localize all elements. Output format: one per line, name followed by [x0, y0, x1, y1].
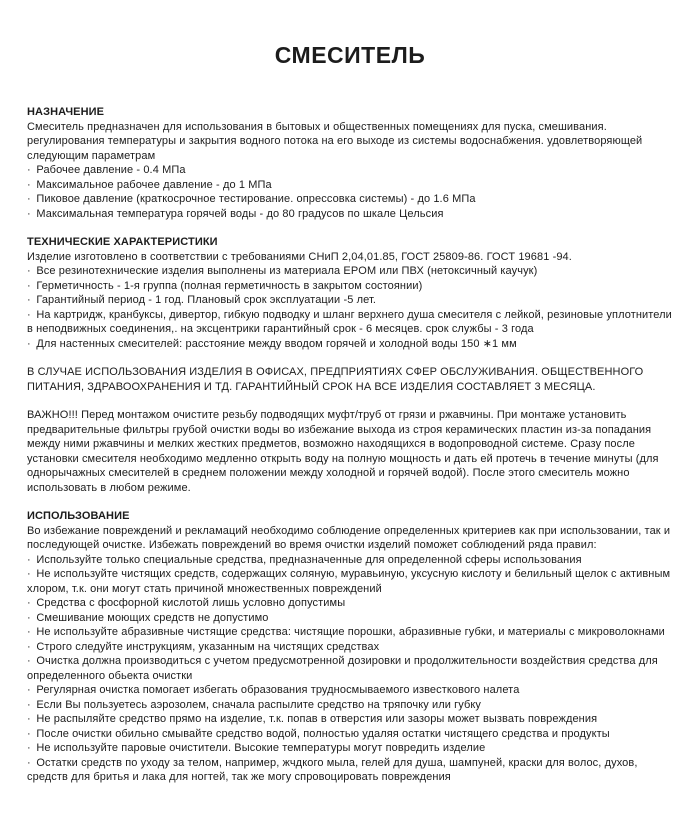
page-title: СМЕСИТЕЛЬ: [274, 42, 426, 68]
bullet-item: · Если Вы пользуетесь аэрозолем, сначала распылите средство на тряпочку или губку: [27, 698, 673, 713]
section-usage: [27, 509, 673, 785]
specs-intro: Изделие изготовлено в соответствии с требованиями СНиП 2,04,01.85, ГОСТ 25809-86. ГОСТ 19681 -94.: [27, 250, 572, 263]
bullet-item: · Не используйте паровые очистители. Высокие температуры могут повредить изделие: [27, 741, 673, 756]
bullet-item: · Остатки средств по уходу за телом, например, жчдкого мыла, гелей для душа, шампуней, краски для волос, духов, средств для бритья и лака для ногтей, так же могу спровоцировать повреждения: [27, 756, 673, 785]
important-note: ВАЖНО!!! Перед монтажом очистите резьбу подводящих муфт/труб от грязи и ржавчины. При монтаже установить предварительные фильтры грубой очистки воды во избежание выхода из строя керамических пластин из-за попадания между ними ржавчины и мелких жестких предметов, возможно находящихся в водопроводной системе. Сразу после установки смесителя необходимо медленно открыть воду на полную мощность и дать ей протечь в течение минуты (для однорычажных смесителей в среднем положении между холодной и горячей водой). После этого смеситель можно использовать в любом режиме.: [27, 409, 659, 494]
bullet-item: · Очистка должна производиться с учетом предусмотренной дозировки и продолжительности воздействия средства для определенного обьекта очистки: [27, 654, 673, 683]
purpose-intro: Смеситель предназначен для использования в бытовых и общественных помещениях для пуска, смешивания. регулирования температуры и закрытия водного потока на его выходе из системы водоснабжения. удовлетворяющей следующим параметрам: [27, 120, 643, 162]
bullet-item: · Максимальная температура горячей воды - до 80 градусов по шкале Цельсия: [27, 207, 673, 222]
specs-heading: ТЕХНИЧЕСКИЕ ХАРАКТЕРИСТИКИ: [27, 236, 218, 248]
bullet-item: · Средства с фосфорной кислотой лишь условно допустимы: [27, 596, 673, 611]
bullet-item: · Пиковое давление (краткосрочное тестирование. опрессовка системы) - до 1.6 МПа: [27, 192, 673, 207]
usage-heading: ИСПОЛЬЗОВАНИЕ: [27, 510, 130, 522]
section-office-note: [27, 365, 673, 394]
usage-intro: Во избежание повреждений и рекламаций необходимо соблюдение определенных критериев как при использовании, так и последующей очистке. Избежать повреждений во время очистки изделий поможет соблюдений ряда правил:: [27, 524, 671, 551]
bullet-item: · На картридж, кранбуксы, дивертор, гибкую подводку и шланг верхнего душа смесителя с лейкой, резиновые уплотнители в неподвижных соединения,. на эксцентрики гарантийный срок - 6 месяцев. срок службы - 3 года: [27, 308, 673, 337]
bullet-item: · Все резинотехнические изделия выполнены из материала EPOM или ПВХ (нетоксичный каучук): [27, 264, 673, 279]
bullet-item: · Используйте только специальные средства, предназначенные для определенной сферы использования: [27, 553, 673, 568]
bullet-item: · Гарантийный период - 1 год. Плановый срок эксплуатации -5 лет.: [27, 293, 673, 308]
bullet-item: · Смешивание моющих средств не допустимо: [27, 611, 673, 626]
bullet-item: · Рабочее давление - 0.4 МПа: [27, 163, 673, 178]
bullet-item: · Не используйте абразивные чистящие средства: чистящие порошки, абразивные губки, и материалы с микроволокнами: [27, 625, 673, 640]
bullet-item: · Строго следуйте инструкциям, указанным на чистящих средствах: [27, 640, 673, 655]
bullet-item: · Регулярная очистка помогает избегать образования трудносмываемого известкового налета: [27, 683, 673, 698]
office-use-note: В СЛУЧАЕ ИСПОЛЬЗОВАНИЯ ИЗДЕЛИЯ В ОФИСАХ, ПРЕДПРИЯТИЯХ СФЕР ОБСЛУЖИВАНИЯ. ОБЩЕСТВЕННОГО ПИТАНИЯ, ЗДРАВООХРАНЕНИЯ И ТД. ГАРАНТИЙНЫЙ СРОК НА ВСЕ ИЗДЕЛИЯ СОСТАВЛЯЕТ 3 МЕСЯЦА.: [27, 366, 644, 393]
bullet-item: · Для настенных смесителей: расстояние между вводом горячей и холодной воды 150 ∗1 мм: [27, 337, 673, 352]
section-important: [27, 408, 673, 495]
bullet-item: · Максимальное рабочее давление - до 1 МПа: [27, 178, 673, 193]
purpose-heading: НАЗНАЧЕНИЕ: [27, 106, 105, 118]
bullet-item: · Герметичность - 1-я группа (полная герметичность в закрытом состоянии): [27, 279, 673, 294]
section-purpose: [27, 105, 673, 221]
section-specs: [27, 235, 673, 351]
bullet-item: · Не используйте чистящих средств, содержащих соляную, муравьиную, уксусную кислоту и белильный щелок с активным хлором, т.к. они могут стать причиной множественных повреждений: [27, 567, 673, 596]
bullet-item: · Не распыляйте средство прямо на изделие, т.к. попав в отверстия или зазоры может вызвать повреждения: [27, 712, 673, 727]
bullet-item: · После очистки обильно смывайте средство водой, полностью удаляя остатки чистящего средства и продукты: [27, 727, 673, 742]
